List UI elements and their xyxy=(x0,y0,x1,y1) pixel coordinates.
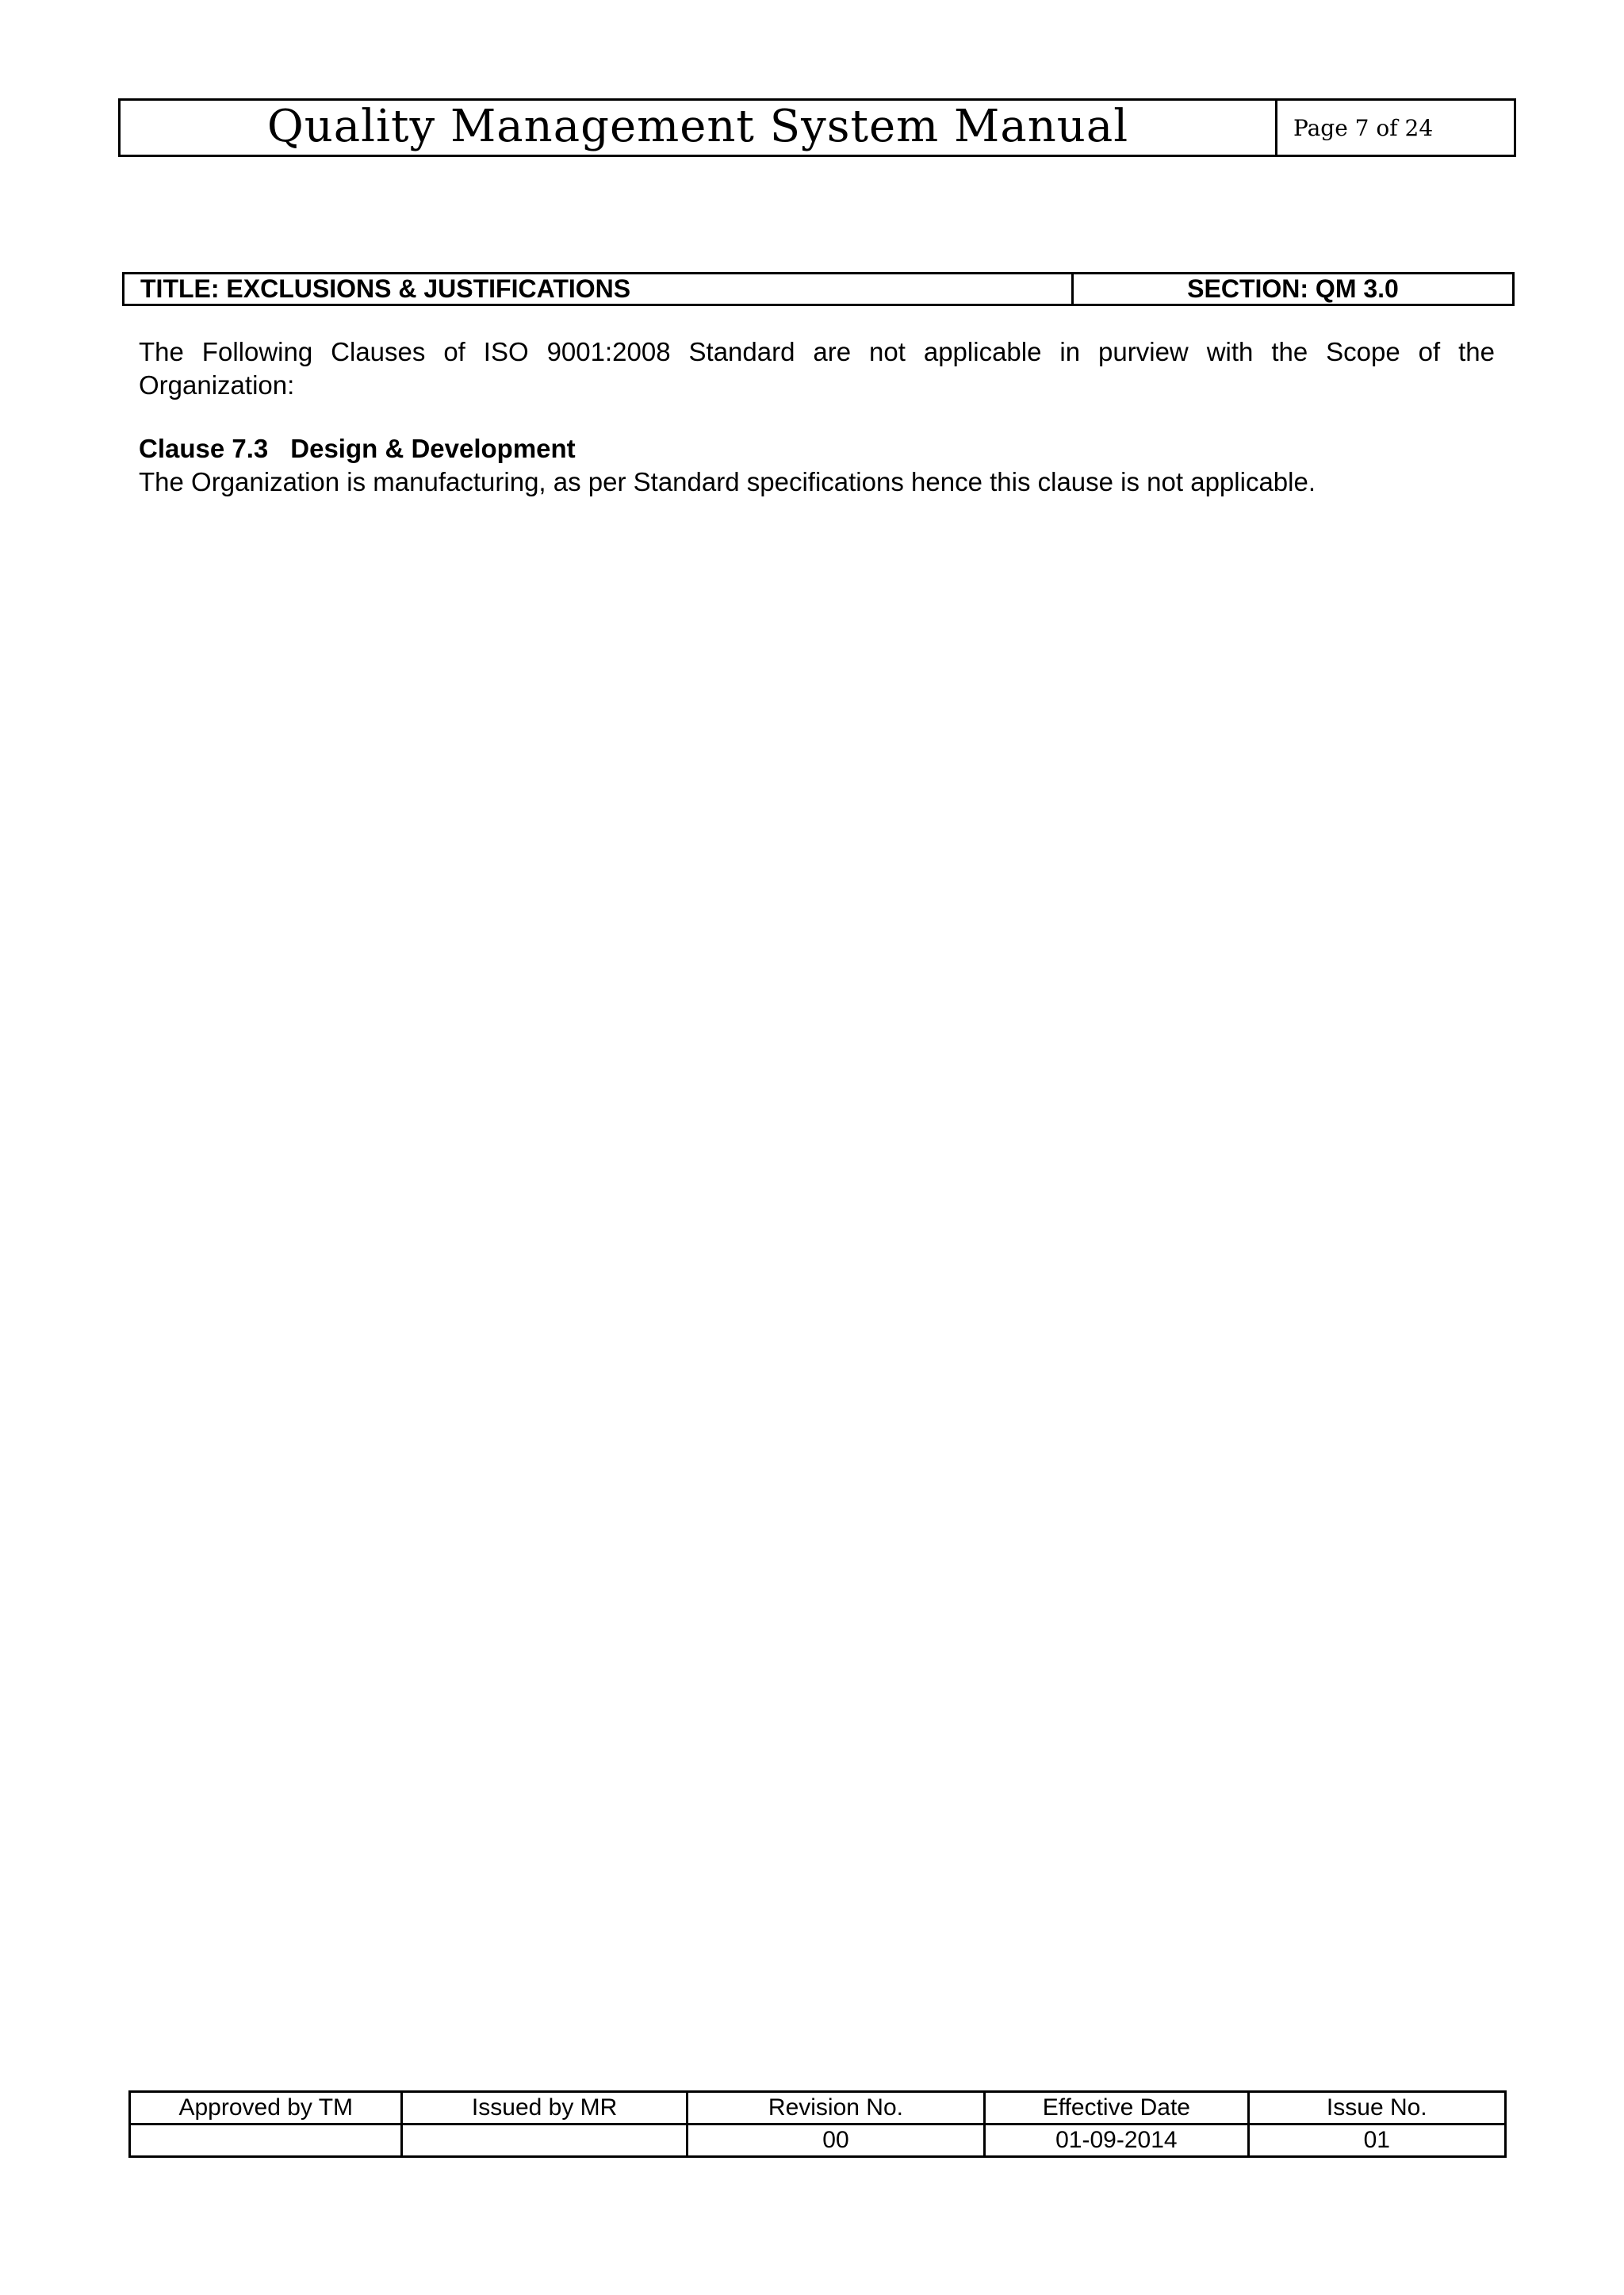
approved-by-value xyxy=(130,2125,402,2157)
document-title: Quality Management System Manual xyxy=(121,101,1277,155)
approved-by-header: Approved by TM xyxy=(130,2092,402,2125)
document-body xyxy=(139,335,1495,499)
revision-no-header: Revision No. xyxy=(687,2092,984,2125)
issue-no-value: 01 xyxy=(1248,2125,1505,2157)
document-header xyxy=(118,98,1516,157)
section-title: TITLE: EXCLUSIONS & JUSTIFICATIONS xyxy=(124,274,1074,304)
approval-header-row xyxy=(130,2092,1506,2125)
section-code: SECTION: QM 3.0 xyxy=(1187,274,1399,303)
page-number: Page 7 of 24 xyxy=(1293,114,1434,141)
effective-date-value: 01-09-2014 xyxy=(985,2125,1248,2157)
issue-no-header: Issue No. xyxy=(1248,2092,1505,2125)
approval-table xyxy=(128,2090,1507,2158)
clause-title: Design & Development xyxy=(290,434,576,463)
clause-justification: The Organization is manufacturing, as per Standard specifications hence this clause is not applicable. xyxy=(139,467,1316,496)
issued-by-header: Issued by MR xyxy=(402,2092,687,2125)
clause-heading xyxy=(139,432,1495,466)
revision-no-value: 00 xyxy=(687,2125,984,2157)
approval-value-row xyxy=(130,2125,1506,2157)
effective-date-header: Effective Date xyxy=(985,2092,1248,2125)
clause-number: Clause 7.3 xyxy=(139,434,269,463)
issued-by-value xyxy=(402,2125,687,2157)
intro-paragraph: The Following Clauses of ISO 9001:2008 Standard are not applicable in purview with the Scope of the Organization: xyxy=(139,337,1495,400)
section-title-bar xyxy=(122,272,1515,306)
